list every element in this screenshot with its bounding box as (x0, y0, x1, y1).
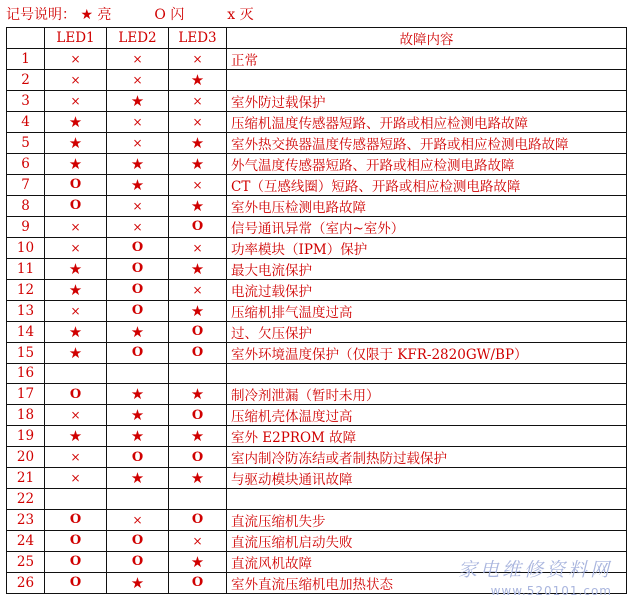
legend-prefix: 记号说明： (6, 7, 76, 23)
led1-state: × (45, 447, 107, 468)
table-row (7, 363, 627, 384)
fault-description: 电流过载保护 (227, 279, 627, 300)
led1-state: O (45, 195, 107, 216)
row-number: 20 (7, 447, 45, 468)
table-row (7, 216, 627, 237)
table-row (7, 489, 627, 510)
row-number: 3 (7, 90, 45, 111)
table-row (7, 509, 627, 530)
led2-state: × (107, 195, 169, 216)
row-number: 18 (7, 405, 45, 426)
led3-state: × (169, 111, 227, 132)
led2-state: ★ (107, 90, 169, 111)
table-row (7, 195, 627, 216)
row-number: 25 (7, 551, 45, 572)
table-row (7, 132, 627, 153)
led3-state: ★ (169, 153, 227, 174)
led2-state: × (107, 216, 169, 237)
led3-state: O (169, 405, 227, 426)
led1-state: ★ (45, 153, 107, 174)
fault-description: 信号通讯异常（室内~室外） (227, 216, 627, 237)
fault-description: CT（互感线圈）短路、开路或相应检测电路故障 (227, 174, 627, 195)
led3-state (169, 489, 227, 510)
legend (6, 4, 254, 26)
led2-state: ★ (107, 426, 169, 447)
led1-state: ★ (45, 258, 107, 279)
led2-state: ★ (107, 384, 169, 405)
row-number: 9 (7, 216, 45, 237)
led3-state: × (169, 49, 227, 70)
led1-state: × (45, 70, 107, 91)
row-number: 8 (7, 195, 45, 216)
fault-description: 室外环境温度保护（仅限于 KFR-2820GW/BP） (227, 342, 627, 363)
led3-state: ★ (169, 195, 227, 216)
row-number: 11 (7, 258, 45, 279)
fault-description: 室外电压检测电路故障 (227, 195, 627, 216)
led3-state: O (169, 321, 227, 342)
table-row (7, 405, 627, 426)
led3-state: ★ (169, 132, 227, 153)
header-desc: 故障内容 (227, 28, 627, 49)
fault-description: 室外 E2PROM 故障 (227, 426, 627, 447)
fault-description (227, 70, 627, 91)
led1-state: O (45, 384, 107, 405)
table-row (7, 49, 627, 70)
table-row (7, 530, 627, 551)
row-number: 6 (7, 153, 45, 174)
row-number: 21 (7, 468, 45, 489)
led1-state: ★ (45, 342, 107, 363)
led3-state: ★ (169, 70, 227, 91)
table-row (7, 384, 627, 405)
led3-state: ★ (169, 258, 227, 279)
led3-state: × (169, 237, 227, 258)
table-row (7, 342, 627, 363)
led1-state: × (45, 237, 107, 258)
led2-state: O (107, 342, 169, 363)
fault-description: 与驱动模块通讯故障 (227, 468, 627, 489)
led2-state: O (107, 530, 169, 551)
table-row (7, 90, 627, 111)
table-row (7, 237, 627, 258)
watermark-title: 家电维修资料网 (457, 559, 612, 581)
fault-description: 直流风机故障 (227, 551, 627, 572)
row-number: 13 (7, 300, 45, 321)
led1-state (45, 363, 107, 384)
fault-description: 正常 (227, 49, 627, 70)
table-row (7, 321, 627, 342)
led2-state: O (107, 447, 169, 468)
fault-description: 过、欠压保护 (227, 321, 627, 342)
led3-state: × (169, 279, 227, 300)
table-body (7, 49, 627, 594)
led1-state: × (45, 216, 107, 237)
row-number: 4 (7, 111, 45, 132)
fault-description: 直流压缩机启动失败 (227, 530, 627, 551)
led3-state: O (169, 216, 227, 237)
led2-state: × (107, 132, 169, 153)
watermark-url: www.520101.com (490, 584, 612, 598)
row-number: 17 (7, 384, 45, 405)
led2-state: × (107, 509, 169, 530)
led3-state (169, 363, 227, 384)
led3-state: ★ (169, 551, 227, 572)
fault-description: 室外热交换器温度传感器短路、开路或相应检测电路故障 (227, 132, 627, 153)
fault-description: 室内制冷防冻结或者制热防过载保护 (227, 447, 627, 468)
table-row (7, 447, 627, 468)
led2-state: O (107, 300, 169, 321)
fault-description (227, 363, 627, 384)
header-no (7, 28, 45, 49)
fault-description: 压缩机温度传感器短路、开路或相应检测电路故障 (227, 111, 627, 132)
row-number: 24 (7, 530, 45, 551)
led2-state: × (107, 70, 169, 91)
watermark (458, 555, 612, 598)
fault-description: 制冷剂泄漏（暂时未用） (227, 384, 627, 405)
led3-state: × (169, 90, 227, 111)
led1-state: × (45, 90, 107, 111)
led2-state: ★ (107, 405, 169, 426)
led3-state: O (169, 342, 227, 363)
fault-description: 室外直流压缩机电加热状态 (227, 572, 627, 593)
led2-state: ★ (107, 468, 169, 489)
led2-state: × (107, 111, 169, 132)
led2-state: O (107, 551, 169, 572)
fault-description: 压缩机排气温度过高 (227, 300, 627, 321)
led2-state: ★ (107, 153, 169, 174)
row-number: 23 (7, 509, 45, 530)
row-number: 12 (7, 279, 45, 300)
led2-state: ★ (107, 321, 169, 342)
legend-off-label: 灭 (239, 7, 254, 23)
led1-state: × (45, 468, 107, 489)
led1-state: × (45, 300, 107, 321)
led3-state: ★ (169, 300, 227, 321)
led1-state: O (45, 174, 107, 195)
fault-description: 外气温度传感器短路、开路或相应检测电路故障 (227, 153, 627, 174)
table-row (7, 174, 627, 195)
led1-state: × (45, 49, 107, 70)
led2-state: O (107, 237, 169, 258)
led2-state: O (107, 258, 169, 279)
header-led3: LED3 (169, 28, 227, 49)
fault-description (227, 489, 627, 510)
row-number: 16 (7, 363, 45, 384)
fault-description: 直流压缩机失步 (227, 509, 627, 530)
table-row (7, 468, 627, 489)
row-number: 14 (7, 321, 45, 342)
header-row (7, 28, 627, 49)
table-row (7, 426, 627, 447)
led1-state: O (45, 530, 107, 551)
led1-state: O (45, 551, 107, 572)
legend-flash-label: 闪 (170, 7, 185, 23)
row-number: 19 (7, 426, 45, 447)
led2-state: O (107, 279, 169, 300)
led1-state: ★ (45, 321, 107, 342)
led1-state: ★ (45, 132, 107, 153)
row-number: 1 (7, 49, 45, 70)
fault-description: 压缩机壳体温度过高 (227, 405, 627, 426)
led3-state: O (169, 447, 227, 468)
led3-state: × (169, 530, 227, 551)
legend-flash-symbol: O (154, 7, 166, 23)
led1-state: ★ (45, 426, 107, 447)
row-number: 5 (7, 132, 45, 153)
led3-state: ★ (169, 426, 227, 447)
led3-state: ★ (169, 468, 227, 489)
led3-state: × (169, 174, 227, 195)
led2-state: ★ (107, 174, 169, 195)
row-number: 2 (7, 70, 45, 91)
fault-code-table (6, 27, 627, 594)
led2-state: ★ (107, 572, 169, 593)
legend-on-symbol: ★ (80, 7, 94, 23)
led1-state: × (45, 405, 107, 426)
led3-state: ★ (169, 384, 227, 405)
table-row (7, 258, 627, 279)
table-row (7, 70, 627, 91)
table-row (7, 279, 627, 300)
row-number: 26 (7, 572, 45, 593)
led2-state (107, 363, 169, 384)
header-led2: LED2 (107, 28, 169, 49)
led1-state (45, 489, 107, 510)
led2-state: × (107, 49, 169, 70)
led1-state: O (45, 572, 107, 593)
table-row (7, 153, 627, 174)
table-row (7, 111, 627, 132)
fault-description: 最大电流保护 (227, 258, 627, 279)
legend-on-label: 亮 (97, 7, 112, 23)
fault-description: 功率模块（IPM）保护 (227, 237, 627, 258)
table-row (7, 300, 627, 321)
led1-state: ★ (45, 111, 107, 132)
row-number: 7 (7, 174, 45, 195)
row-number: 10 (7, 237, 45, 258)
led3-state: O (169, 509, 227, 530)
row-number: 22 (7, 489, 45, 510)
legend-off-symbol: x (227, 7, 236, 23)
led1-state: ★ (45, 279, 107, 300)
fault-description: 室外防过载保护 (227, 90, 627, 111)
led3-state: O (169, 572, 227, 593)
row-number: 15 (7, 342, 45, 363)
led1-state: O (45, 509, 107, 530)
led2-state (107, 489, 169, 510)
header-led1: LED1 (45, 28, 107, 49)
